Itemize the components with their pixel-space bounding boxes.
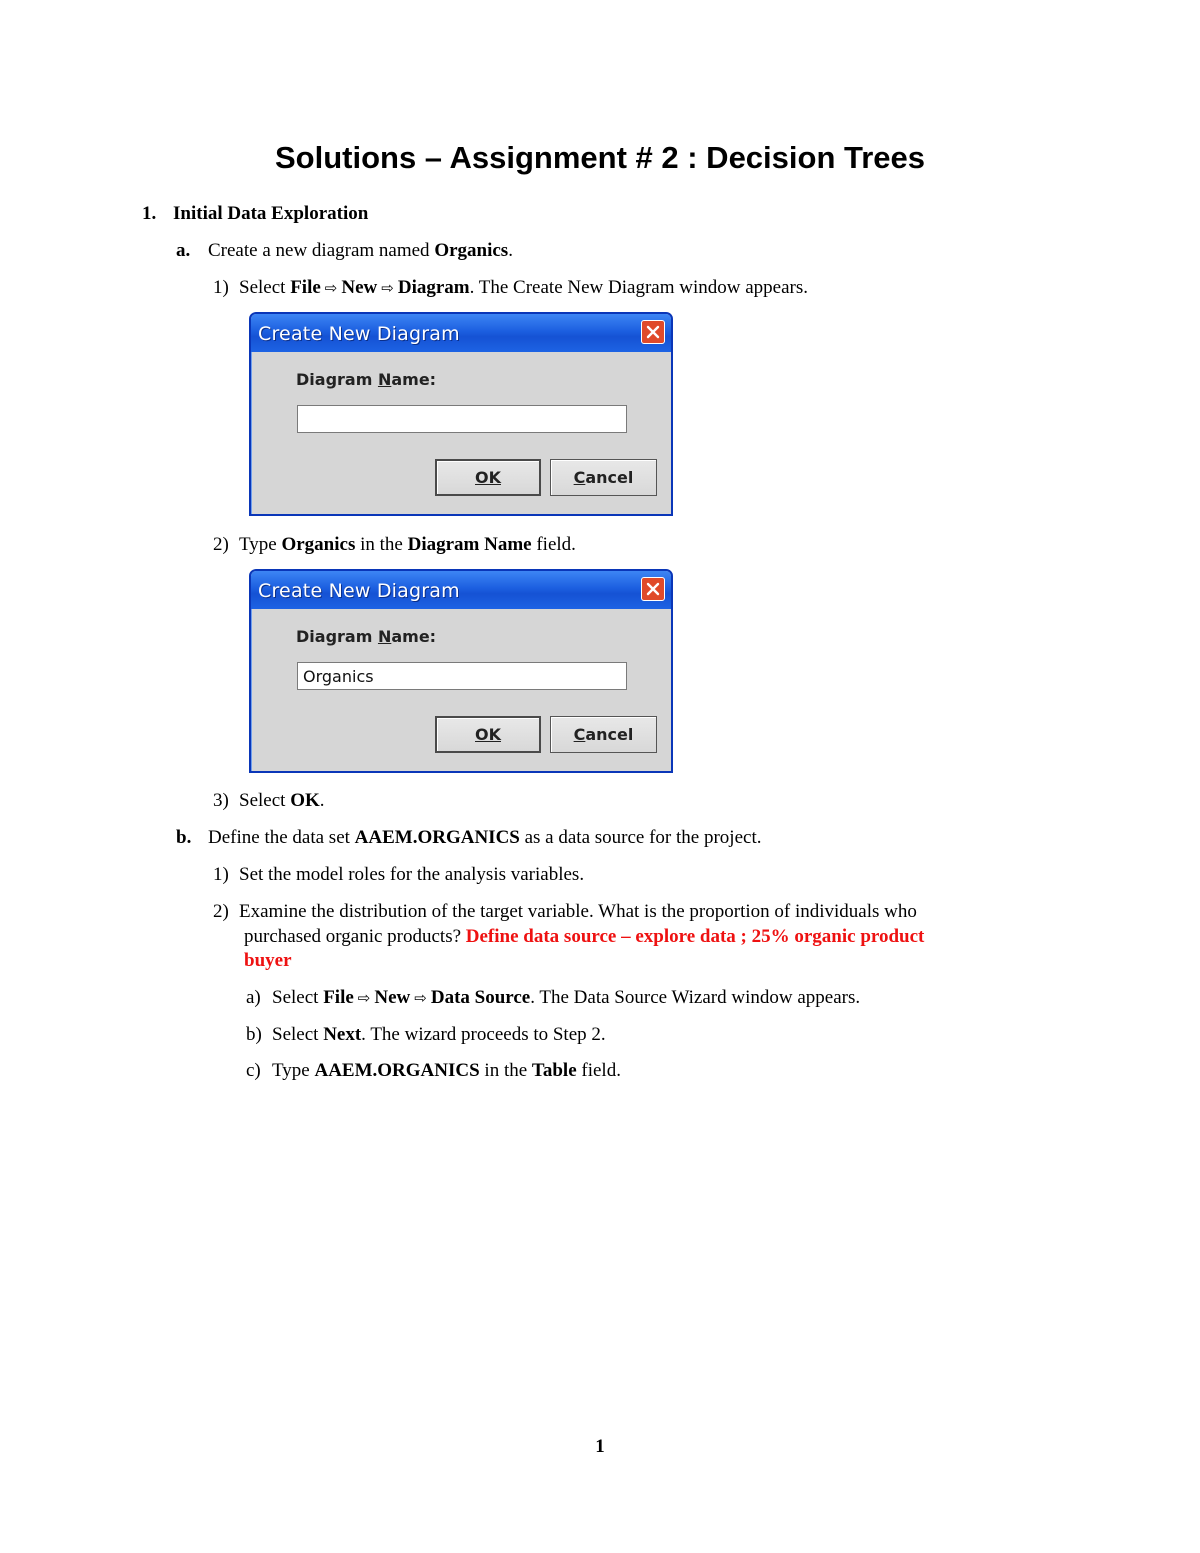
diagram-name-label: Diagram Name: [296,370,437,389]
page-title: Solutions – Assignment # 2 : Decision Trees [274,140,926,175]
step-a3: 3) Select OK. [213,790,325,811]
ok-button[interactable]: OK [435,459,541,496]
cancel-button[interactable]: C ancel [550,716,657,753]
cancel-button[interactable]: C ancel [550,459,657,496]
dialog-body [251,352,671,514]
step-a2: 2) Type Organics in the Diagram Name field. [213,534,576,555]
diagram-name-label: Diagram Name: [296,627,437,646]
answer-text: buyer [244,950,292,971]
step-a1: 1) Select File ⇨ New ⇨ Diagram. The Create New Diagram window appears. [213,277,808,298]
arrow-right-icon: ⇨ [381,279,394,297]
item-b: b. Define the data set AAEM.ORGANICS as a data source for the project. [176,827,762,848]
step-b2-line1: 2) Examine the distribution of the target variable. What is the proportion of individuals who [213,901,917,922]
substep-b: b) Select Next. The wizard proceeds to Step 2. [246,1024,606,1045]
diagram-name-input[interactable]: Organics [297,662,627,690]
substep-c: c) Type AAEM.ORGANICS in the Table field. [246,1060,621,1081]
arrow-right-icon: ⇨ [414,989,427,1007]
create-new-diagram-dialog-filled [249,569,673,773]
create-new-diagram-dialog-empty [249,312,673,516]
section-heading: 1. Initial Data Exploration [142,203,369,224]
answer-text: Define data source – explore data ; 25% organic product [465,926,925,947]
step-b1: 1) Set the model roles for the analysis variables. [213,864,585,885]
dialog-titlebar[interactable] [251,571,671,609]
dialog-titlebar[interactable] [251,314,671,352]
close-icon[interactable] [641,320,665,344]
substep-a: a) Select File ⇨ New ⇨ Data Source. The Data Source Wizard window appears. [246,987,861,1008]
item-a: a. Create a new diagram named Organics. [176,240,513,261]
diagram-name-input[interactable] [297,405,627,433]
page-number: 1 [595,1436,605,1457]
step-b2-line2: purchased organic products? Define data source – explore data ; 25% organic product [244,926,925,947]
step-b2-line3 [244,949,292,973]
arrow-right-icon: ⇨ [324,279,338,297]
ok-button[interactable]: OK [435,716,541,753]
dialog-title: Create New Diagram [258,580,460,602]
arrow-right-icon: ⇨ [357,989,371,1007]
close-icon[interactable] [641,577,665,601]
dialog-body [251,609,671,771]
dialog-title: Create New Diagram [258,323,460,345]
